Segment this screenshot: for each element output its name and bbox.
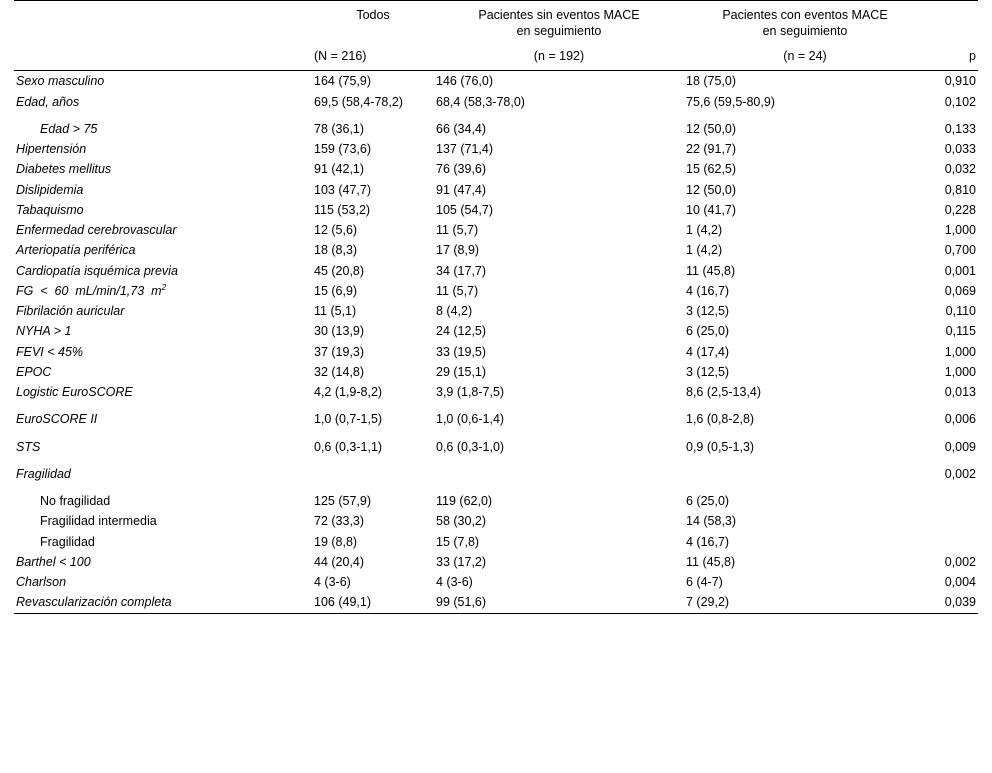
row-label: Diabetes mellitus <box>16 162 112 177</box>
row-p-value: 0,110 <box>945 304 976 318</box>
header-p-label: p <box>969 49 976 64</box>
row-label: FG < 60 mL/min/1,73 $m^2$ <box>16 281 167 298</box>
row-value-all: 30 (13,9) <box>314 324 365 339</box>
row-value-no-mace: 68,4 (58,3-78,0) <box>436 94 525 109</box>
row-value-mace: 11 (45,8) <box>686 263 736 278</box>
row-label: STS <box>16 439 41 454</box>
table-row <box>14 261 978 281</box>
row-label: Arteriopatía periférica <box>16 243 136 258</box>
table-row <box>14 321 978 341</box>
row-value-no-mace: 33 (19,5) <box>436 344 487 359</box>
row-p-value: 0,039 <box>944 595 976 610</box>
row-value-mace: 1,6 (0,8-2,8) <box>686 412 755 427</box>
row-value-all: 15 (6,9) <box>314 283 358 298</box>
row-value-no-mace: 66 (34,4) <box>436 121 487 136</box>
row-value-no-mace: 33 (17,2) <box>436 554 487 569</box>
row-value-no-mace: 15 (7,8) <box>436 534 480 549</box>
row-label: No fragilidad <box>40 494 111 508</box>
header-col-mace-line1: Pacientes con eventos MACE <box>722 8 888 22</box>
row-value-mace: 14 (58,3) <box>686 514 737 529</box>
row-p-value: 0,228 <box>944 202 976 217</box>
row-p-value: 0,002 <box>944 554 976 569</box>
row-label: EPOC <box>16 364 52 379</box>
row-p-value: 0,002 <box>944 466 976 481</box>
row-value-all: 72 (33,3) <box>314 514 365 529</box>
row-p-value: 0,133 <box>944 121 976 136</box>
row-value-no-mace: 58 (30,2) <box>436 514 487 529</box>
row-value-all <box>312 464 434 491</box>
row-p-value: 0,033 <box>944 142 976 156</box>
row-value-all: 12 (5,6) <box>314 223 358 237</box>
row-p-value: 0,013 <box>944 385 976 399</box>
table-row <box>14 362 978 382</box>
table-row <box>14 301 978 321</box>
table-row <box>14 572 978 592</box>
row-label: Edad, años <box>16 94 80 109</box>
table-row <box>14 342 978 362</box>
row-p-value: 0,006 <box>944 412 976 427</box>
row-value-no-mace: 1,0 (0,6-1,4) <box>436 412 505 427</box>
table-row <box>14 200 978 220</box>
row-value-no-mace: 91 (47,4) <box>436 182 487 197</box>
table-body <box>14 71 978 613</box>
header-col-no-mace-line2: en seguimiento <box>516 23 602 38</box>
row-p-value <box>926 511 978 531</box>
row-value-mace: 18 (75,0) <box>686 74 737 89</box>
row-value-mace: 12 (50,0) <box>686 182 737 197</box>
table-row <box>14 511 978 531</box>
bottom-rule-cell <box>14 613 978 614</box>
row-value-mace: 1 (4,2) <box>686 243 723 258</box>
characteristics-table <box>14 0 978 614</box>
header-n-mace: (n = 24) <box>783 49 827 64</box>
row-value-all: 115 (53,2) <box>314 202 371 217</box>
table-row <box>14 92 978 119</box>
header-empty-cell <box>14 1 312 42</box>
row-label: Hipertensión <box>16 142 87 156</box>
row-value-no-mace <box>434 464 684 491</box>
row-value-mace: 75,6 (59,5-80,9) <box>686 94 775 109</box>
row-p-value: 1,000 <box>944 344 976 359</box>
table-row <box>14 491 978 511</box>
row-value-mace: 3 (12,5) <box>686 304 730 318</box>
row-value-all: 0,6 (0,3-1,1) <box>314 439 383 454</box>
table-row <box>14 382 978 409</box>
row-p-value: 1,000 <box>944 364 976 379</box>
row-value-no-mace: 29 (15,1) <box>436 364 487 379</box>
row-value-no-mace: 0,6 (0,3-1,0) <box>436 439 505 454</box>
row-p-value: 0,069 <box>944 283 976 298</box>
row-label: EuroSCORE II <box>16 412 98 427</box>
table-row <box>14 552 978 572</box>
row-label: Revascularización completa <box>16 595 172 610</box>
table-row <box>14 180 978 200</box>
row-value-all: 32 (14,8) <box>314 364 365 379</box>
row-value-mace: 10 (41,7) <box>686 202 737 217</box>
row-value-mace: 22 (91,7) <box>686 142 737 156</box>
row-label: Tabaquismo <box>16 202 84 217</box>
row-value-no-mace: 34 (17,7) <box>436 263 487 278</box>
row-value-no-mace: 137 (71,4) <box>436 142 493 156</box>
row-value-all: 159 (73,6) <box>314 142 371 156</box>
row-value-all: 164 (75,9) <box>314 74 371 89</box>
row-label: Cardiopatía isquémica previa <box>16 263 178 278</box>
row-value-all: 106 (49,1) <box>314 595 371 610</box>
table-row <box>14 240 978 260</box>
header-col-mace-line2: en seguimiento <box>762 23 848 38</box>
row-value-no-mace: 105 (54,7) <box>436 202 493 217</box>
row-value-all: 44 (20,4) <box>314 554 365 569</box>
row-value-mace: 6 (25,0) <box>686 324 730 339</box>
row-value-all: 69,5 (58,4-78,2) <box>314 94 403 109</box>
row-value-no-mace: 119 (62,0) <box>436 494 493 508</box>
header-col-mace <box>684 1 926 42</box>
row-p-value: 0,009 <box>944 439 976 454</box>
row-value-mace: 4 (16,7) <box>686 283 730 298</box>
row-value-mace: 8,6 (2,5-13,4) <box>686 385 762 399</box>
row-value-no-mace: 8 (4,2) <box>436 304 473 318</box>
row-value-all: 19 (8,8) <box>314 534 358 549</box>
header-n-all: (N = 216) <box>314 49 367 64</box>
row-value-all: 91 (42,1) <box>314 162 365 177</box>
header-n-empty-cell <box>14 41 312 71</box>
table-row <box>14 281 978 301</box>
row-p-value: 0,032 <box>944 162 976 177</box>
table-header-n-row <box>14 41 978 71</box>
row-value-all: 4 (3-6) <box>314 575 351 589</box>
row-label: Sexo masculino <box>16 74 105 89</box>
row-value-all: 103 (47,7) <box>314 182 371 197</box>
row-value-mace: 15 (62,5) <box>686 162 737 177</box>
row-value-mace: 7 (29,2) <box>686 595 730 610</box>
row-p-value: 0,115 <box>945 324 976 339</box>
table-row <box>14 139 978 159</box>
table-bottom-rule-row <box>14 613 978 614</box>
row-label: Edad > 75 <box>40 121 98 136</box>
row-label: Enfermedad cerebrovascular <box>16 223 177 237</box>
row-value-all: 1,0 (0,7-1,5) <box>314 412 383 427</box>
row-value-mace <box>684 464 926 491</box>
row-value-all: 18 (8,3) <box>314 243 358 258</box>
row-label: NYHA > 1 <box>16 324 72 339</box>
row-value-all: 78 (36,1) <box>314 121 365 136</box>
row-value-mace: 6 (4-7) <box>686 575 723 589</box>
table-header-group-row <box>14 1 978 42</box>
table-row <box>14 464 978 491</box>
row-p-value: 0,810 <box>944 182 976 197</box>
row-value-no-mace: 99 (51,6) <box>436 595 487 610</box>
row-p-value: 0,004 <box>944 575 976 589</box>
row-value-all: 4,2 (1,9-8,2) <box>314 385 383 399</box>
row-value-no-mace: 24 (12,5) <box>436 324 487 339</box>
row-label: Charlson <box>16 575 67 589</box>
table-row <box>14 437 978 464</box>
row-value-no-mace: 11 (5,7) <box>436 283 479 298</box>
row-label: Logistic EuroSCORE <box>16 385 133 399</box>
row-value-mace: 4 (16,7) <box>686 534 730 549</box>
header-n-no-mace: (n = 192) <box>533 49 585 64</box>
row-value-all: 45 (20,8) <box>314 263 365 278</box>
table-row <box>14 592 978 613</box>
row-label: FEVI < 45% <box>16 344 84 359</box>
row-value-all: 125 (57,9) <box>314 494 371 508</box>
row-p-value: 1,000 <box>944 223 976 237</box>
table-row <box>14 532 978 552</box>
row-p-value: 0,700 <box>944 243 976 258</box>
header-col-p-empty <box>926 1 978 42</box>
row-p-value: 0,910 <box>944 74 976 89</box>
row-value-no-mace: 76 (39,6) <box>436 162 487 177</box>
row-value-no-mace: 3,9 (1,8-7,5) <box>436 385 505 399</box>
row-value-no-mace: 11 (5,7) <box>436 223 479 237</box>
row-label: Dislipidemia <box>16 182 84 197</box>
table-row <box>14 409 978 436</box>
table-row <box>14 159 978 179</box>
row-value-all: 37 (19,3) <box>314 344 365 359</box>
row-label: Fibrilación auricular <box>16 304 125 318</box>
row-value-mace: 0,9 (0,5-1,3) <box>686 439 755 454</box>
table-row <box>14 119 978 139</box>
row-value-no-mace: 4 (3-6) <box>436 575 473 589</box>
row-value-mace: 1 (4,2) <box>686 223 723 237</box>
header-col-no-mace <box>434 1 684 42</box>
table-row <box>14 71 978 91</box>
row-label: Fragilidad intermedia <box>40 514 157 529</box>
row-value-mace: 3 (12,5) <box>686 364 730 379</box>
row-value-no-mace: 17 (8,9) <box>436 243 480 258</box>
row-label: Fragilidad <box>16 466 71 481</box>
header-col-all: Todos <box>312 1 434 42</box>
row-p-value <box>926 491 978 511</box>
row-value-all: 11 (5,1) <box>314 304 357 318</box>
row-value-mace: 6 (25,0) <box>686 494 730 508</box>
row-value-mace: 4 (17,4) <box>686 344 730 359</box>
row-label: Fragilidad <box>40 534 95 549</box>
table-row <box>14 220 978 240</box>
row-label: Barthel < 100 <box>16 554 91 569</box>
header-col-no-mace-line1: Pacientes sin eventos MACE <box>478 8 640 22</box>
row-value-mace: 12 (50,0) <box>686 121 737 136</box>
row-p-value <box>926 532 978 552</box>
row-p-value: 0,102 <box>944 94 976 109</box>
row-p-value: 0,001 <box>944 263 976 278</box>
row-value-no-mace: 146 (76,0) <box>436 74 493 89</box>
row-value-mace: 11 (45,8) <box>686 554 736 569</box>
